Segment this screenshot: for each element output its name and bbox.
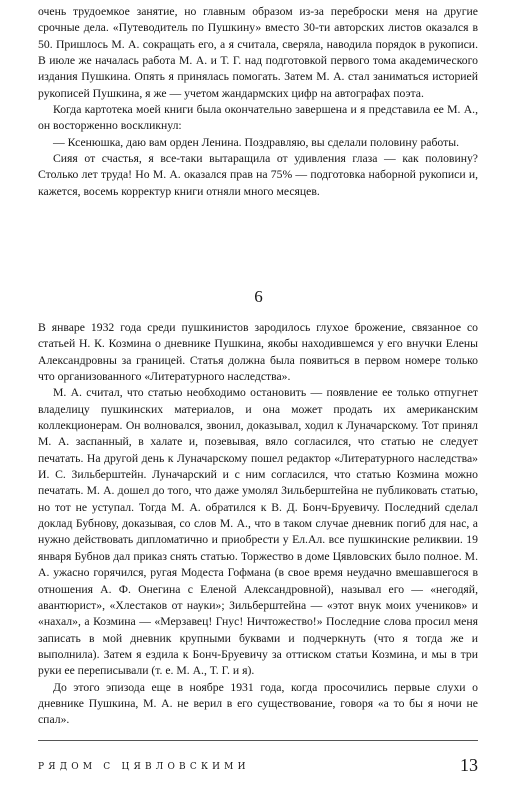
paragraph: М. А. считал, что статью необходимо остановить — появление ее только отпугнет владелицу пушкинских материалов, и она может продать их американским коллекционерам. Он волновался, звонил, доказывал, ходил к Луначарскому. Тот принял М. А. заспанный, в халате и, позевывая, вяло согласился, что статью не следует печатать. На другой день к Луначарскому пошел редактор «Литературного наследства» И. С. Зильберштейн. Луначарский и с ним согласился, что статью Козмина можно печатать. М. А. дошел до того, что даже умолял Зильберштейна не публиковать статью, но тот не уступал. Тогда М. А. обратился к В. Д. Бонч-Бруевичу. Последний сделал доклад Бубнову, доказывая, со слов М. А., что в таком случае дневник погиб для нас, а нужно действовать дипломатично и приобрести у Ел.Ал. все пушкинские реликвии. 19 января Бубнов дал приказ снять статью. Торжество в доме Цявловских было полное. М. А. ужасно горячился, ругая Модеста Гофмана (в свое время неудачно вмешавшегося в отношения А. Ф. Онегина с Еленой Александровной), называл его — «негодяй, авантюрист», «Хлестаков от науки»; Зильберштейна — «этот внук моих учеников» и «нахал», а Козмина — «Мерзавец! Гнус! Ничтожество!» Последние слова просил меня записать в мой дневник крупными буквами и подчеркнуть (что я тогда же и выполнила). Затем я ездила к Бонч-Бруевичу за оттиском статьи Козмина, и мы в три руки ее переписывали (т. е. М. А., Т. Г. и я). [38, 386, 478, 678]
top-text-block [38, 4, 478, 200]
paragraph: В январе 1932 года среди пушкинистов зародилось глухое брожение, связанное со статьей Н. К. Козмина о дневнике Пушкина, якобы находившемся у его внучки Елены Александровны за границей. Статья должна была появиться в первом номере только что организованного «Литературного наследства». [38, 321, 478, 384]
paragraph: До этого эпизода еще в ноябре 1931 года, когда просочились первые слухи о дневнике Пушкина, М. А. не верил в его существование, говоря «а то бы я ночи не спал». [38, 680, 478, 727]
running-title: РЯДОМ С ЦЯВЛОВСКИМИ [38, 762, 250, 772]
paragraph: Когда картотека моей книги была окончательно завершена и я представила ее М. А., он восторженно воскликнул: [38, 103, 478, 133]
chapter-number: 6 [254, 287, 263, 306]
paragraph: Сияя от счастья, я все-таки вытаращила от удивления глаза — как половину? Столько лет труда! Но М. А. оказался прав на 75% — подготовка наборной рукописи и, кажется, восемь корректур книги отняли много месяцев. [38, 152, 478, 198]
paragraph: — Ксенюшка, даю вам орден Ленина. Поздравляю, вы сделали половину работы. [53, 135, 460, 149]
footer-divider [38, 740, 478, 741]
paragraph: очень трудоемкое занятие, но главным образом из-за переброски меня на другие срочные дела. «Путеводитель по Пушкину» вместо 30-ти авторских листов оказался в 50. Пришлось М. А. сокращать его, а я считала, сверяла, наводила порядок в рукописи. В июле же началась работа М. А. и Т. Г. над подготовкой первого тома академического издания Пушкина. Опять я принялась помогать. Затем М. А. стал заниматься историей рукописей Пушкина, я же — учетом жандармских цифр на автографах поэта. [38, 5, 478, 100]
bottom-text-block [38, 320, 478, 729]
page-number: 13 [460, 755, 478, 775]
